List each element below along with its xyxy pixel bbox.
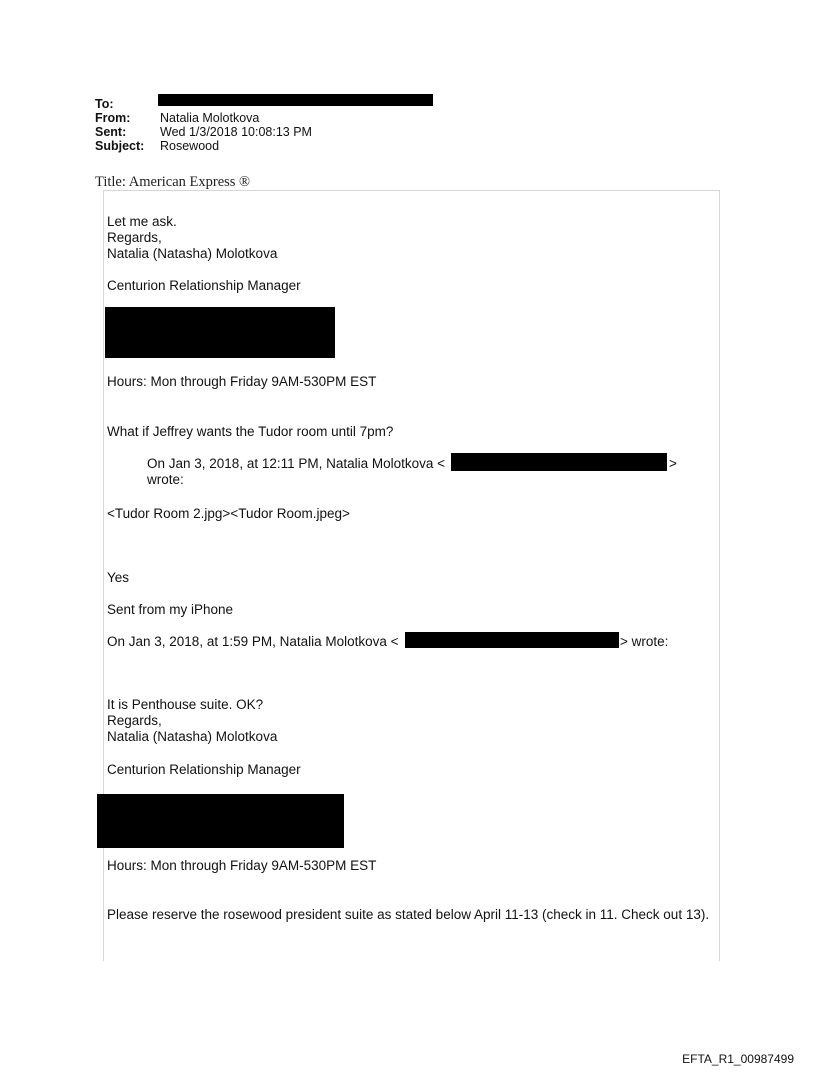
redaction-email-1	[451, 453, 667, 471]
quote1-wrote: wrote:	[147, 472, 184, 487]
redaction-to-address	[158, 94, 433, 106]
quote2-prefix: On Jan 3, 2018, at 1:59 PM, Natalia Molotkova <	[107, 634, 399, 649]
msg2-signature-name: Natalia (Natasha) Molotkova	[107, 729, 278, 744]
reservation-request: Please reserve the rosewood president suite as stated below April 11-13 (check in 11. Check out 13).	[107, 907, 710, 922]
redaction-email-2	[405, 632, 619, 648]
sent-value: Wed 1/3/2018 10:08:13 PM	[160, 125, 312, 139]
document-id-footer: EFTA_R1_00987499	[682, 1052, 794, 1066]
quote1-suffix: >	[669, 456, 677, 471]
quote1-prefix: On Jan 3, 2018, at 12:11 PM, Natalia Molotkova <	[147, 456, 446, 471]
sent-from-iphone: Sent from my iPhone	[107, 602, 234, 617]
msg1-line1: Let me ask.	[107, 214, 177, 229]
msg2-line1: It is Penthouse suite. OK?	[107, 697, 264, 712]
to-label: To:	[95, 97, 114, 111]
sent-label: Sent:	[95, 125, 127, 139]
redaction-block-1	[105, 307, 335, 358]
msg1-signature-name: Natalia (Natasha) Molotkova	[107, 246, 278, 261]
reply-yes: Yes	[107, 570, 130, 585]
msg1-hours: Hours: Mon through Friday 9AM-530PM EST	[107, 374, 377, 389]
question-text: What if Jeffrey wants the Tudor room until 7pm?	[107, 424, 394, 439]
msg2-line2: Regards,	[107, 713, 162, 728]
subject-label: Subject:	[95, 139, 145, 153]
attachments-text: <Tudor Room 2.jpg><Tudor Room.jpeg>	[107, 506, 350, 521]
msg2-hours: Hours: Mon through Friday 9AM-530PM EST	[107, 858, 377, 873]
from-label: From:	[95, 111, 131, 125]
msg1-role: Centurion Relationship Manager	[107, 278, 301, 293]
from-value: Natalia Molotkova	[160, 111, 260, 125]
quote2-suffix: > wrote:	[620, 634, 669, 649]
msg2-role: Centurion Relationship Manager	[107, 762, 301, 777]
msg1-line2: Regards,	[107, 230, 162, 245]
redaction-block-2	[97, 794, 344, 848]
title-line: Title: American Express ®	[95, 174, 251, 190]
subject-value: Rosewood	[160, 139, 220, 153]
